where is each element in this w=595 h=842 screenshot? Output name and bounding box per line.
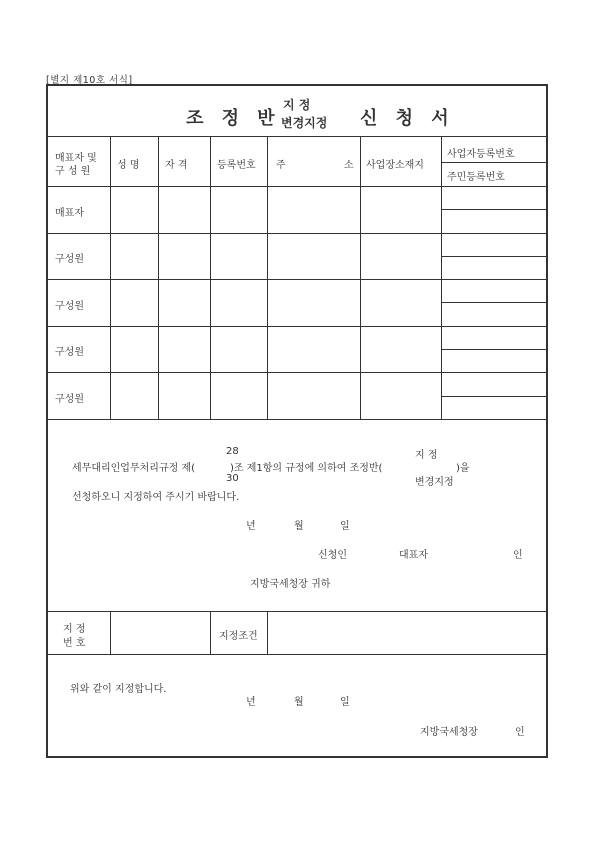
col-divider: [158, 137, 159, 419]
seal-mark: 인: [513, 550, 523, 561]
rule-intro: 세무대리인업무처리규정 제(: [72, 463, 195, 474]
row-split-line: [441, 302, 547, 303]
row-label-member: 구성원: [55, 254, 84, 265]
header-name: 성 명: [117, 160, 140, 171]
header-divider: [47, 186, 547, 187]
row-divider: [47, 326, 547, 327]
applicant-label: 신청인: [318, 550, 347, 561]
row-split-line: [441, 209, 547, 210]
confirm-text: 위와 같이 지정합니다.: [70, 684, 167, 695]
header-qualification: 자 격: [165, 160, 188, 171]
representative-label: 대표자: [399, 550, 428, 561]
col-divider: [110, 137, 111, 419]
designation-no-line2: 번 호: [63, 638, 86, 649]
designation-col-divider: [210, 612, 211, 654]
row-split-line: [441, 349, 547, 350]
col-divider: [210, 137, 211, 419]
row-divider: [47, 419, 547, 420]
title-change-designate: 변경지정: [281, 116, 328, 130]
header-address-left: 주: [276, 160, 286, 171]
rule-mid: )조 제1항의 규정에 의하여 조정반(: [230, 463, 383, 474]
form-label: [별지 제10호 서식]: [46, 75, 133, 86]
header-members-line1: 매표자 및: [55, 153, 97, 164]
row-label-member: 구성원: [55, 347, 84, 358]
row-divider: [47, 233, 547, 234]
row-divider: [47, 279, 547, 280]
header-members-line2: 구 성 원: [55, 166, 91, 177]
designation-condition: 지정조건: [219, 631, 258, 642]
addressee: 지방국세청장 귀하: [250, 579, 331, 590]
date-day: 일: [340, 521, 350, 532]
rule-end: )을: [456, 463, 470, 474]
row-label-member: 구성원: [55, 301, 84, 312]
col-divider: [360, 137, 361, 419]
designate-bottom: 변경지정: [415, 477, 454, 488]
col-divider: [267, 137, 268, 419]
footer-seal: 인: [515, 727, 525, 738]
row-split-line: [441, 396, 547, 397]
row-label-member: 구성원: [55, 394, 84, 405]
footer-issuer: 지방국세청장: [420, 727, 478, 738]
row-split-line: [441, 256, 547, 257]
col-divider: [441, 137, 442, 419]
title-divider: [47, 136, 547, 137]
rule-number-top: 28: [226, 446, 239, 457]
row-divider: [47, 372, 547, 373]
title-application: 신 청 서: [360, 108, 455, 129]
header-address-right: 소: [344, 160, 354, 171]
header-split-line: [441, 162, 547, 163]
header-reg-no: 등록번호: [217, 160, 256, 171]
header-resident-reg-no: 주민등록번호: [447, 172, 505, 183]
row-label-representative: 매표자: [55, 208, 84, 219]
designation-col-divider: [267, 612, 268, 654]
footer-day: 일: [340, 697, 350, 708]
designate-top: 지 정: [415, 450, 438, 461]
title-designate: 지 정: [283, 98, 311, 112]
header-business-reg-no: 사업자등록번호: [447, 149, 515, 160]
date-month: 월: [294, 521, 304, 532]
designation-no-line1: 지 정: [63, 624, 86, 635]
header-business-location: 사업장소재지: [366, 160, 424, 171]
title-main: 조 정 반: [186, 108, 281, 129]
footer-year: 년: [246, 697, 256, 708]
footer-month: 월: [294, 697, 304, 708]
designation-col-divider: [110, 612, 111, 654]
request-text: 선청하오니 지정하여 주시기 바랍니다.: [72, 492, 240, 503]
designation-divider: [47, 654, 547, 655]
body-divider: [47, 611, 547, 612]
rule-number-bottom: 30: [226, 473, 239, 484]
date-year: 년: [246, 521, 256, 532]
